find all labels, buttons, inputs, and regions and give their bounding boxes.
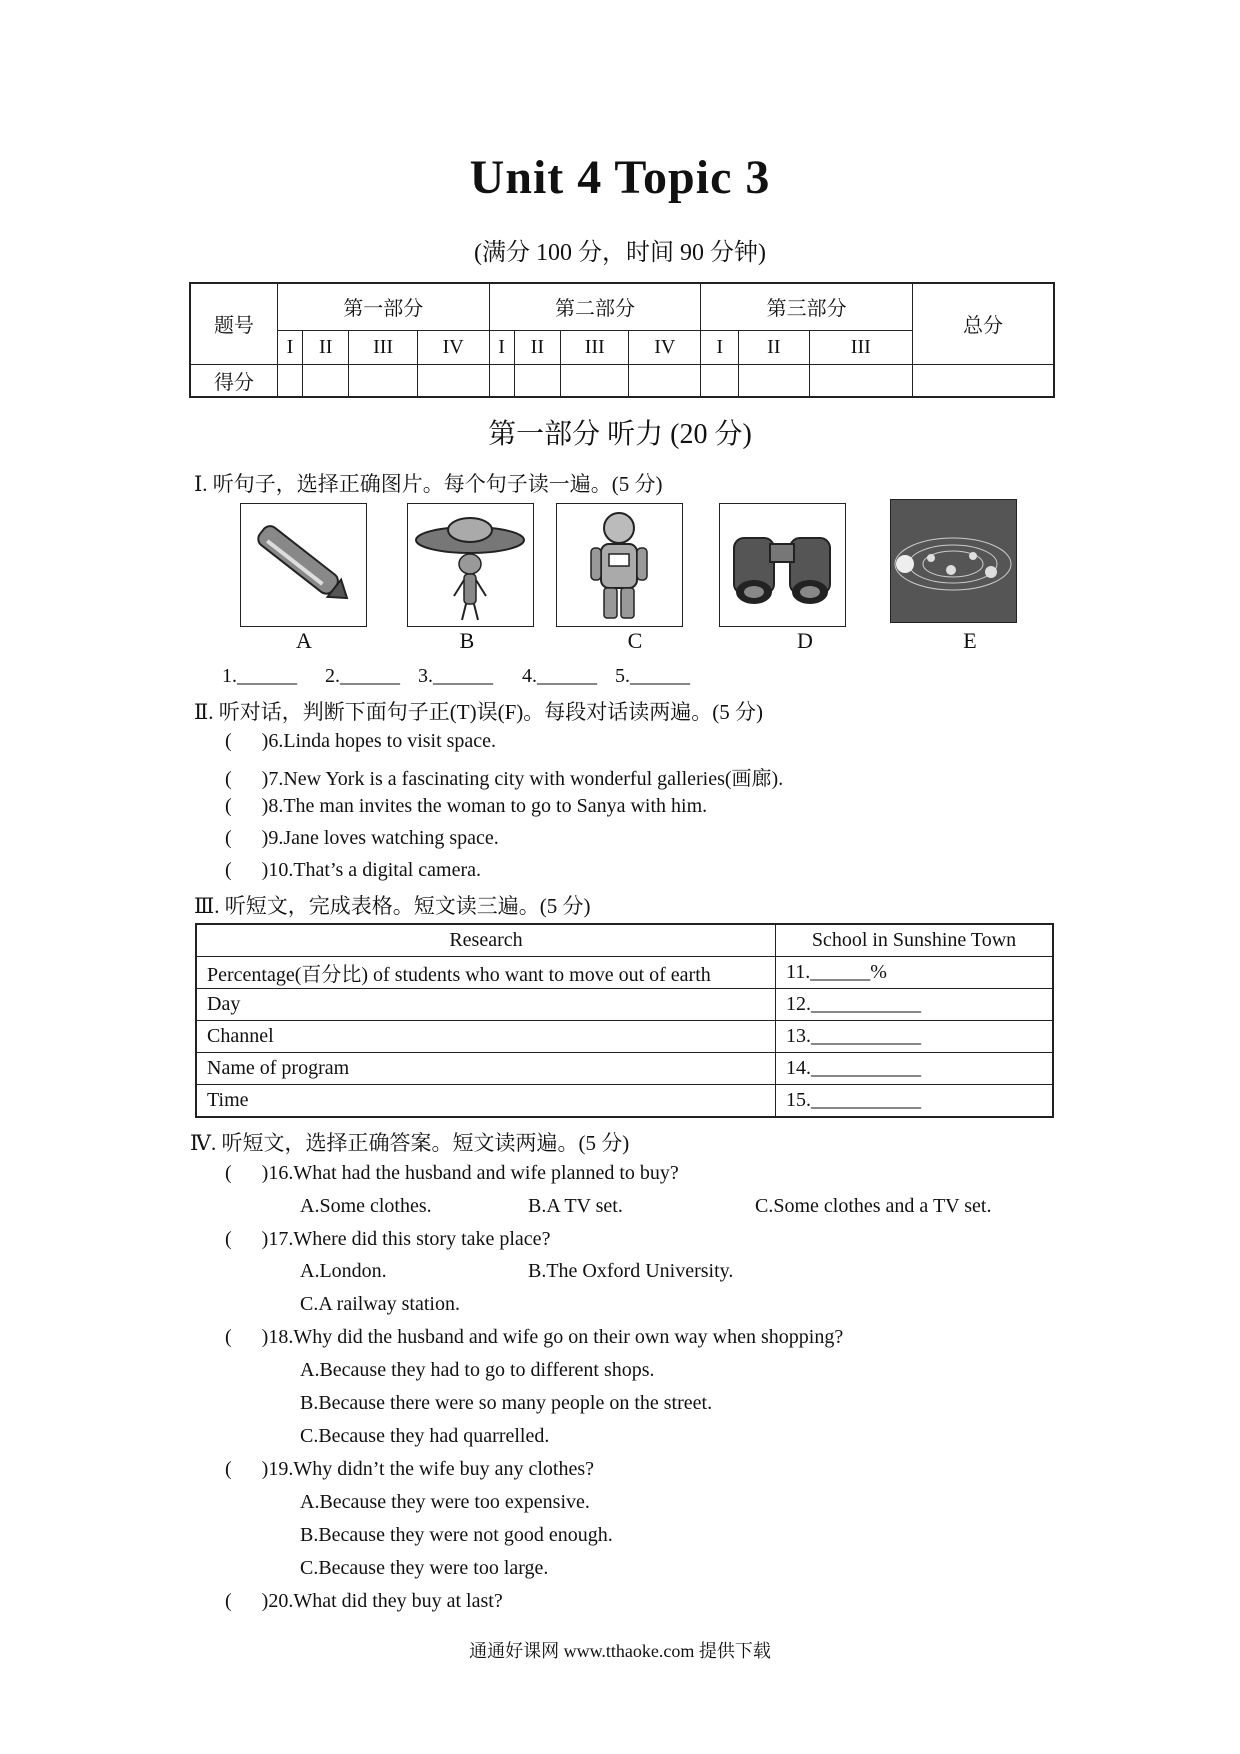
tf-item-9: ( )9.Jane loves watching space. (225, 827, 499, 849)
score-col: III (561, 330, 629, 364)
picture-d (719, 503, 846, 627)
page-footer: 通通好课网 www.tthaoke.com 提供下载 (469, 1641, 771, 1661)
score-total: 总分 (913, 283, 1055, 364)
score-col: I (489, 330, 514, 364)
answer-blank-1[interactable]: 1.______ (222, 665, 297, 687)
picture-b (407, 503, 534, 627)
tf-item-7: ( )7.New York is a fascinating city with wonderful galleries(画廊). (225, 768, 784, 790)
option-17a[interactable]: A.London. (300, 1260, 387, 1282)
score-col: II (514, 330, 561, 364)
option-16b[interactable]: B.A TV set. (528, 1195, 623, 1217)
option-19a[interactable]: A.Because they were too expensive. (300, 1491, 590, 1513)
research-row-blank[interactable]: 13.___________ (776, 1021, 1054, 1053)
option-19b[interactable]: B.Because they were not good enough. (300, 1524, 613, 1546)
option-16a[interactable]: A.Some clothes. (300, 1195, 432, 1217)
research-row-label: Time (196, 1085, 776, 1118)
answer-blank-5[interactable]: 5.______ (615, 665, 690, 687)
picture-c (556, 503, 683, 627)
answer-blank-2[interactable]: 2.______ (325, 665, 400, 687)
score-part-3: 第三部分 (701, 283, 913, 330)
research-row-blank[interactable]: 11.______% (776, 957, 1054, 989)
question-19: ( )19.Why didn’t the wife buy any clothes? (225, 1458, 594, 1480)
score-col: II (302, 330, 349, 364)
research-row-blank[interactable]: 12.___________ (776, 989, 1054, 1021)
score-cell[interactable] (417, 364, 489, 397)
picture-label-c: C (627, 628, 643, 653)
tf-item-6: ( )6.Linda hopes to visit space. (225, 730, 497, 752)
question-20: ( )20.What did they buy at last? (225, 1590, 503, 1612)
picture-label-d: D (797, 628, 813, 653)
section1-heading: Ⅰ. 听句子，选择正确图片。每个句子读一遍。(5 分) (194, 472, 663, 496)
option-17c[interactable]: C.A railway station. (300, 1293, 460, 1315)
score-cell[interactable] (629, 364, 701, 397)
score-col: I (701, 330, 739, 364)
score-col: II (739, 330, 810, 364)
option-18b[interactable]: B.Because there were so many people on the street. (300, 1392, 713, 1414)
option-18c[interactable]: C.Because they had quarrelled. (300, 1425, 550, 1447)
ufo-alien-icon (408, 504, 533, 626)
score-cell[interactable] (809, 364, 912, 397)
option-18a[interactable]: A.Because they had to go to different shops. (300, 1359, 655, 1381)
page-subtitle: (满分 100 分，时间 90 分钟) (474, 240, 766, 266)
score-label-number: 题号 (190, 283, 278, 364)
research-header-right: School in Sunshine Town (776, 924, 1054, 957)
option-17b[interactable]: B.The Oxford University. (528, 1260, 734, 1282)
research-row-label: Day (196, 989, 776, 1021)
question-16: ( )16.What had the husband and wife planned to buy? (225, 1162, 679, 1184)
question-18: ( )18.Why did the husband and wife go on their own way when shopping? (225, 1326, 844, 1348)
score-col: IV (417, 330, 489, 364)
score-part-1: 第一部分 (278, 283, 490, 330)
tf-item-10: ( )10.That’s a digital camera. (225, 859, 482, 881)
score-cell[interactable] (302, 364, 349, 397)
score-col: III (809, 330, 912, 364)
pen-icon (241, 504, 366, 626)
score-label-score: 得分 (190, 364, 278, 397)
score-cell[interactable] (278, 364, 303, 397)
research-row-label: Percentage(百分比) of students who want to move out of earth (196, 957, 776, 989)
picture-a (240, 503, 367, 627)
binoculars-icon (720, 504, 845, 626)
section2-heading: Ⅱ. 听对话，判断下面句子正(T)误(F)。每段对话读两遍。(5 分) (194, 700, 763, 724)
option-19c[interactable]: C.Because they were too large. (300, 1557, 549, 1579)
score-col: I (278, 330, 303, 364)
score-part-2: 第二部分 (489, 283, 701, 330)
part1-heading: 第一部分 听力 (20 分) (488, 419, 752, 450)
option-16c[interactable]: C.Some clothes and a TV set. (755, 1195, 992, 1217)
research-table (195, 923, 1054, 1118)
answer-blank-3[interactable]: 3.______ (418, 665, 493, 687)
question-17: ( )17.Where did this story take place? (225, 1228, 551, 1250)
score-cell[interactable] (913, 364, 1055, 397)
research-row-blank[interactable]: 15.___________ (776, 1085, 1054, 1118)
score-cell[interactable] (561, 364, 629, 397)
score-cell[interactable] (739, 364, 810, 397)
score-cell[interactable] (514, 364, 561, 397)
score-col: III (349, 330, 417, 364)
research-row-label: Channel (196, 1021, 776, 1053)
picture-label-b: B (459, 628, 475, 653)
solar-system-icon (891, 500, 1016, 622)
research-header-left: Research (196, 924, 776, 957)
picture-e (890, 499, 1017, 623)
score-cell[interactable] (489, 364, 514, 397)
score-table (189, 282, 1055, 398)
picture-label-e: E (963, 628, 977, 653)
research-row-blank[interactable]: 14.___________ (776, 1053, 1054, 1085)
score-cell[interactable] (701, 364, 739, 397)
section4-heading: Ⅳ. 听短文，选择正确答案。短文读两遍。(5 分) (190, 1131, 630, 1155)
picture-label-a: A (296, 628, 312, 653)
astronaut-icon (557, 504, 682, 626)
answer-blank-4[interactable]: 4.______ (522, 665, 597, 687)
research-row-label: Name of program (196, 1053, 776, 1085)
tf-item-8: ( )8.The man invites the woman to go to Sanya with him. (225, 795, 708, 817)
score-cell[interactable] (349, 364, 417, 397)
section3-heading: Ⅲ. 听短文，完成表格。短文读三遍。(5 分) (194, 894, 591, 918)
page-title: Unit 4 Topic 3 (469, 151, 771, 204)
score-col: IV (629, 330, 701, 364)
